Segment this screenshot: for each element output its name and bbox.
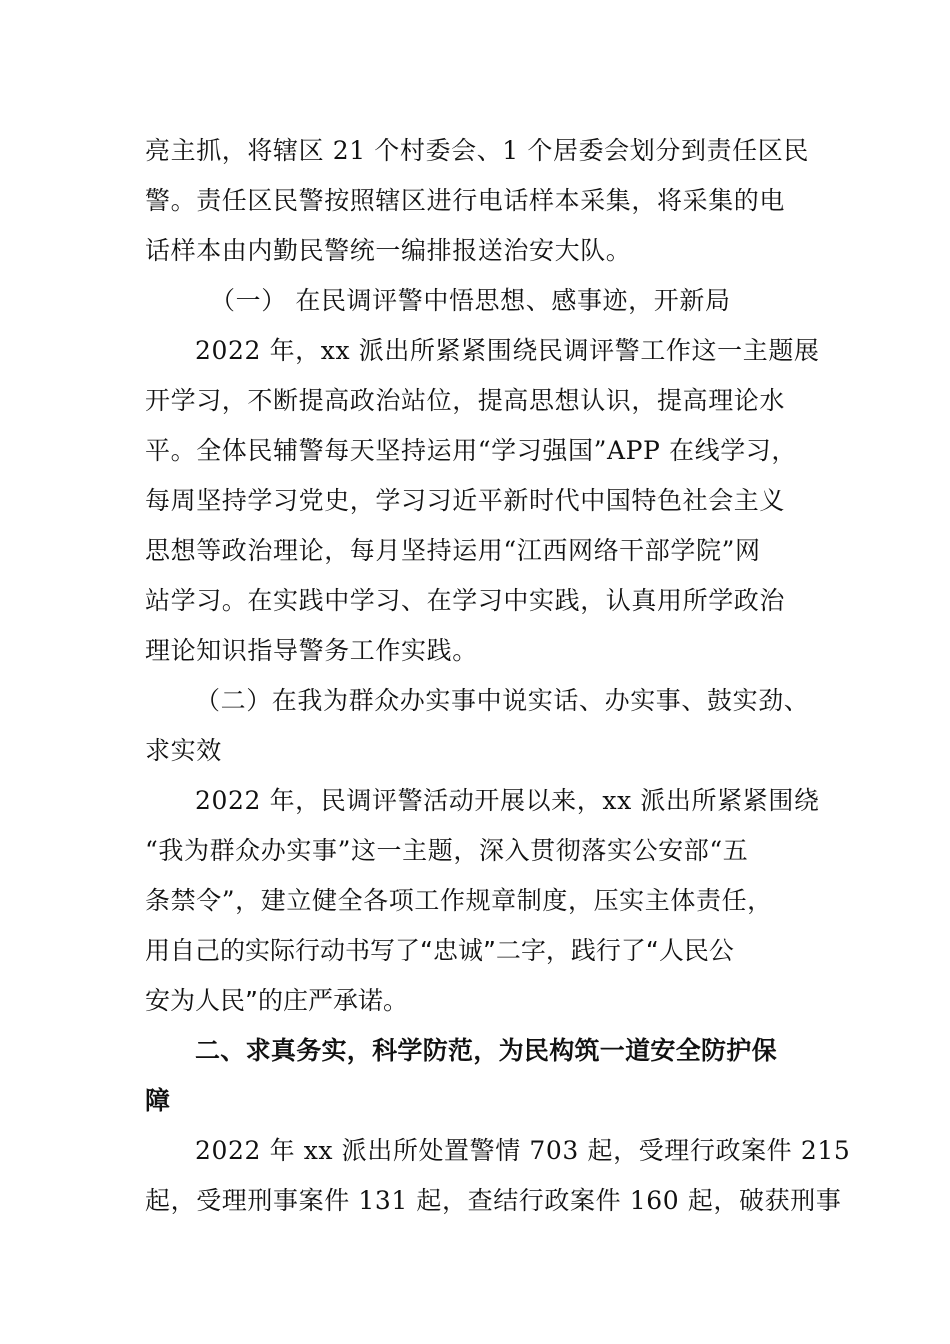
paragraph-line: 话样本由内勤民警统一编排报送治安大队。 bbox=[145, 236, 632, 265]
paragraph-line: 2022 年，民调评警活动开展以来，xx 派出所紧紧围绕 bbox=[195, 786, 820, 815]
paragraph-line: 每周坚持学习党史，学习习近平新时代中国特色社会主义 bbox=[145, 486, 786, 515]
section-heading-2: （二）在我为群众办实事中说实话、办实事、鼓实劲、 bbox=[195, 686, 810, 715]
paragraph-line: 开学习，不断提高政治站位，提高思想认识，提高理论水 bbox=[145, 386, 786, 415]
section-heading-1: （一） 在民调评警中悟思想、感事迹，开新局 bbox=[210, 286, 731, 315]
paragraph-line: 警。责任区民警按照辖区进行电话样本采集，将采集的电 bbox=[145, 186, 786, 215]
paragraph-line: 平。全体民辅警每天坚持运用“学习强国”APP 在线学习， bbox=[145, 436, 798, 465]
paragraph-line: 安为人民”的庄严承诺。 bbox=[145, 986, 408, 1015]
paragraph-line: 理论知识指导警务工作实践。 bbox=[145, 636, 478, 665]
chapter-heading: 二、求真务实，科学防范，为民构筑一道安全防护保 bbox=[195, 1036, 777, 1065]
paragraph-line: 2022 年，xx 派出所紧紧围绕民调评警工作这一主题展 bbox=[195, 336, 820, 365]
paragraph-line: 条禁令”，建立健全各项工作规章制度，压实主体责任， bbox=[145, 886, 773, 915]
paragraph-line: 亮主抓，将辖区 21 个村委会、1 个居委会划分到责任区民 bbox=[145, 136, 809, 165]
paragraph-line: 2022 年 xx 派出所处置警情 703 起，受理行政案件 215 bbox=[195, 1136, 851, 1165]
paragraph-line: “我为群众办实事”这一主题，深入贯彻落实公安部“五 bbox=[145, 836, 749, 865]
paragraph-line: 起，受理刑事案件 131 起，查结行政案件 160 起，破获刑事 bbox=[145, 1186, 842, 1215]
section-heading-2-cont: 求实效 bbox=[145, 736, 222, 765]
paragraph-line: 站学习。在实践中学习、在学习中实践，认真用所学政治 bbox=[145, 586, 786, 615]
paragraph-line: 思想等政治理论，每月坚持运用“江西网络干部学院”网 bbox=[145, 536, 761, 565]
paragraph-line: 用自己的实际行动书写了“忠诚”二字，践行了“人民公 bbox=[145, 936, 734, 965]
chapter-heading-cont: 障 bbox=[145, 1086, 171, 1115]
